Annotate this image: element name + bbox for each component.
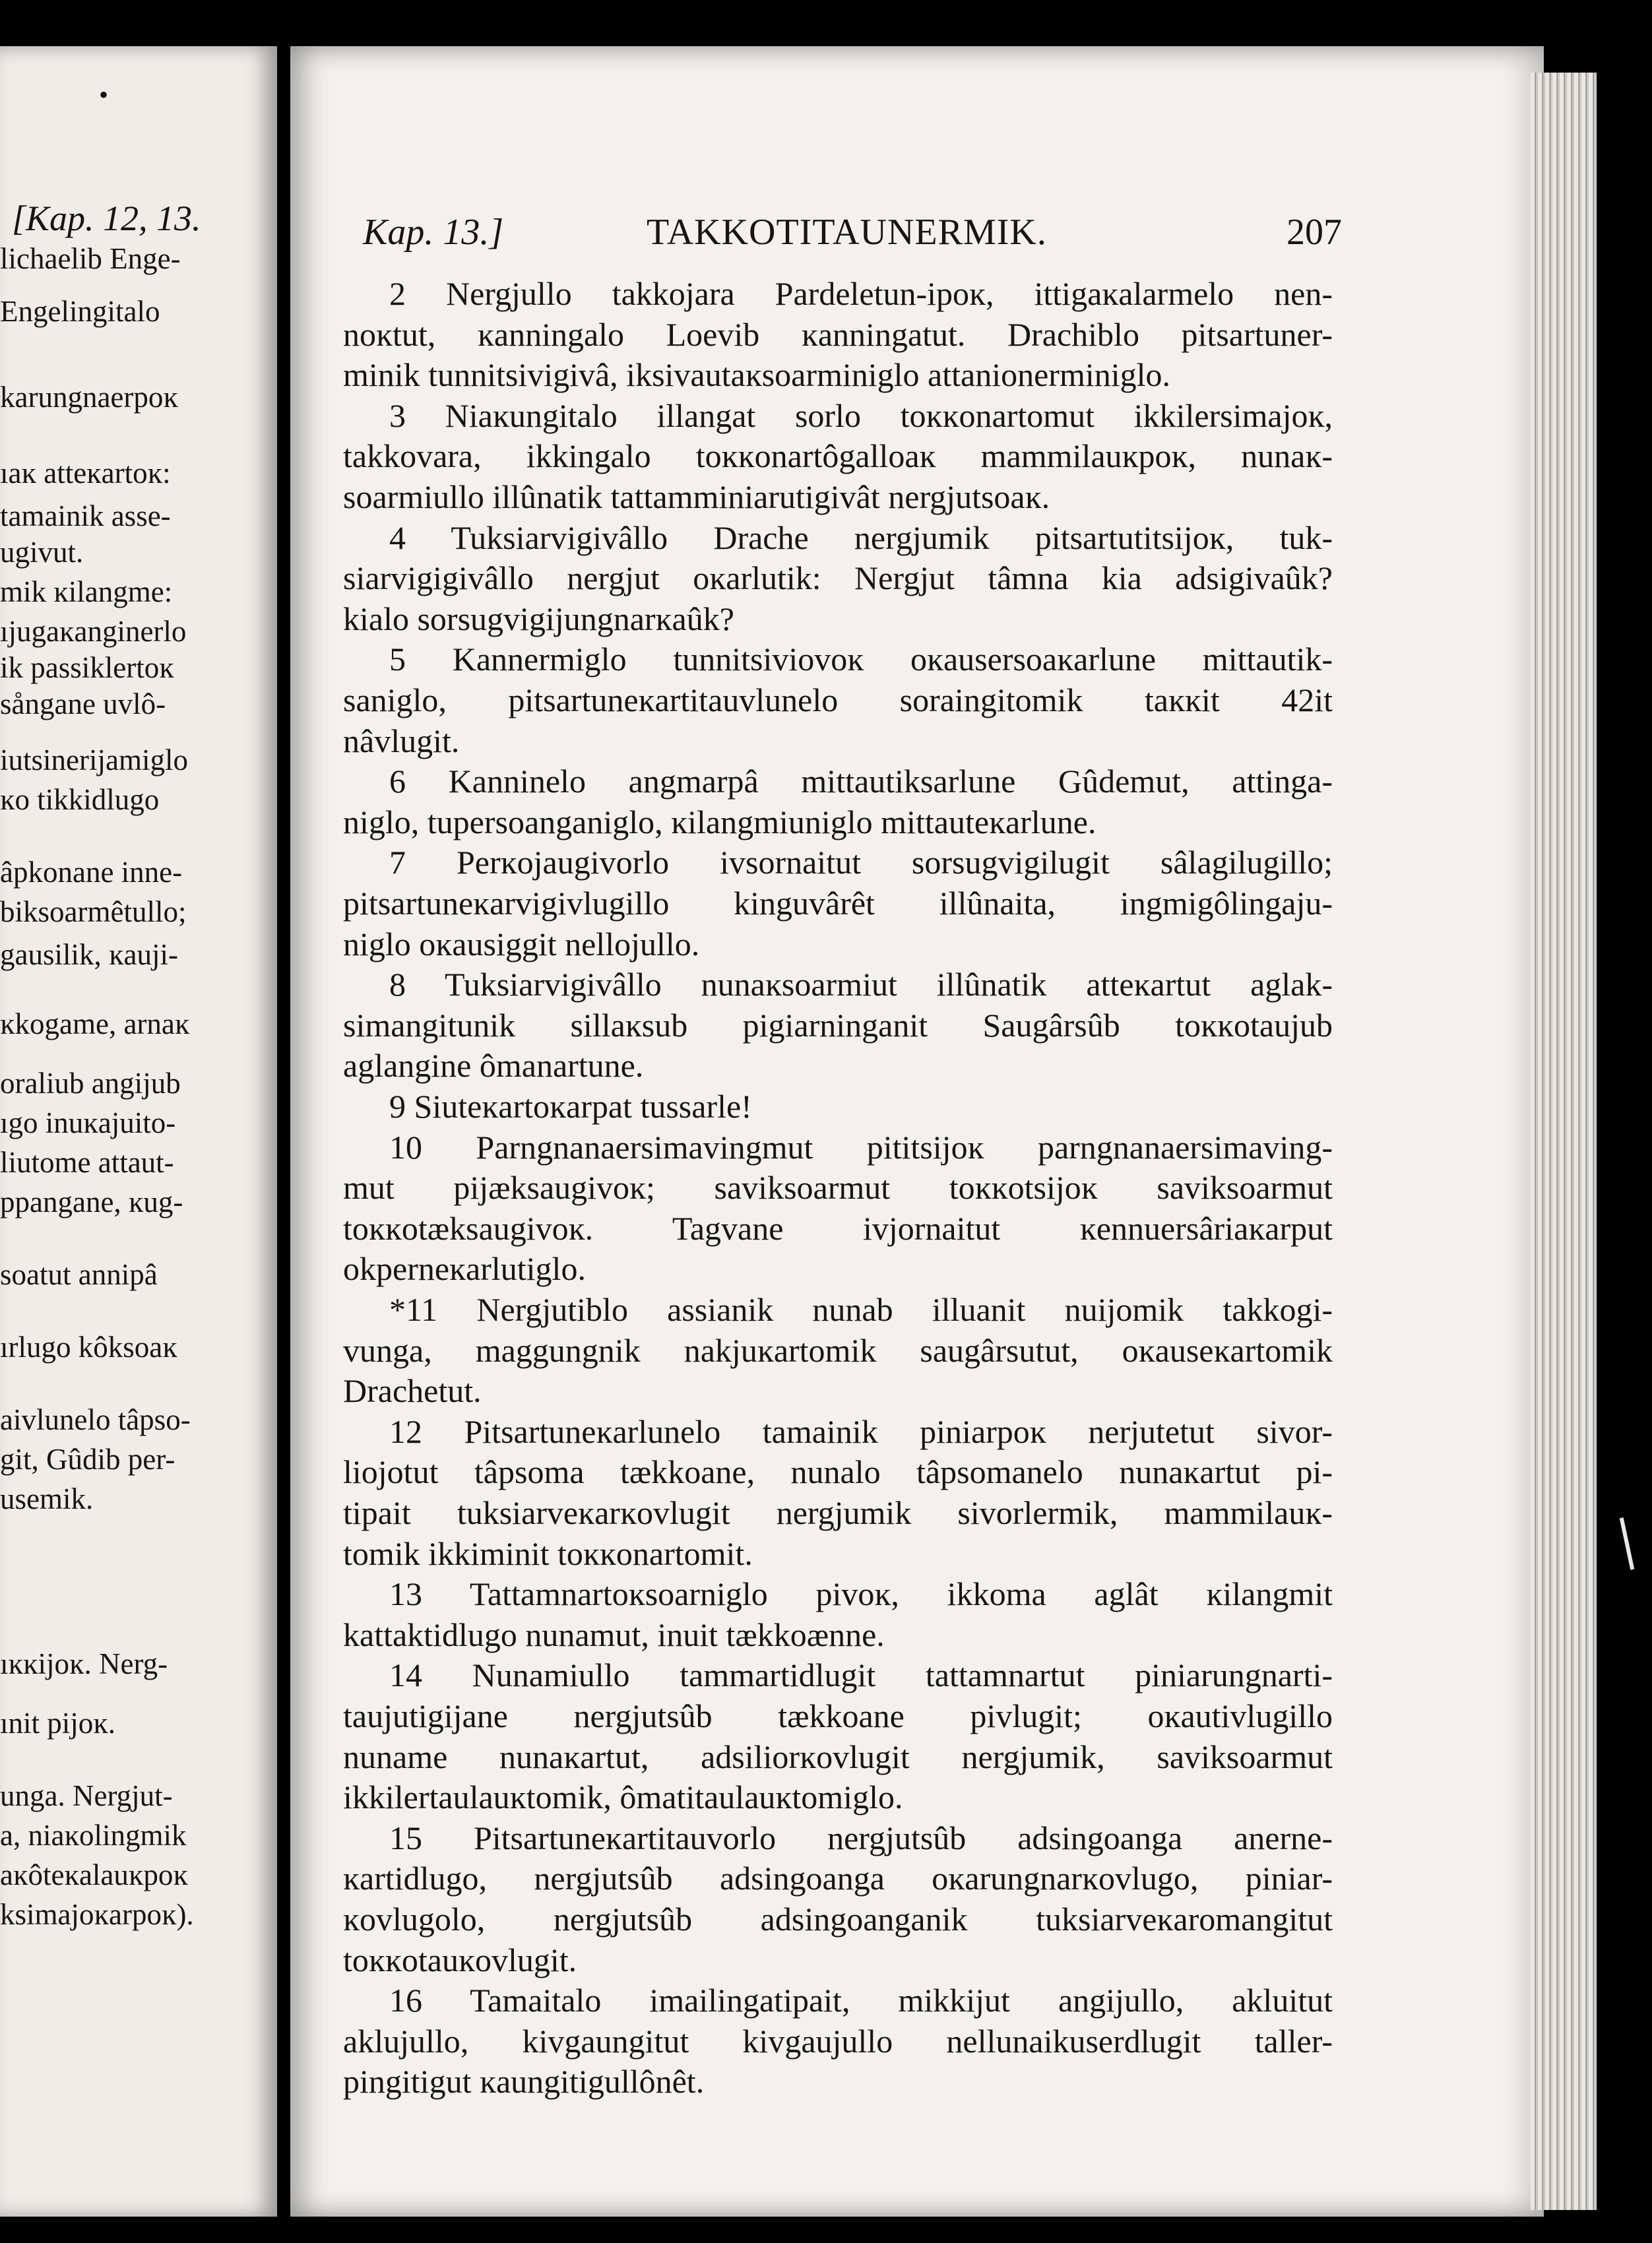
- body-line: Drachetut.: [343, 1372, 482, 1409]
- left-page-line: soatut annipâ: [0, 1258, 158, 1291]
- body-line: 16 Tamaitalo imailingatipait, mikkijut angijullo, akluitut: [389, 1982, 1333, 2019]
- left-page-line: ıgo inuĸajuito-: [0, 1106, 176, 1139]
- page-number: 207: [1287, 212, 1342, 253]
- body-line: 3 Niaĸungitalo illangat sorlo toĸĸonartomut ikkilersimajoĸ,: [389, 397, 1333, 434]
- left-page-line: Engelingitalo: [0, 295, 160, 328]
- left-page-line: ıĸĸijoĸ. Nerg-: [0, 1647, 168, 1680]
- body-line: toĸĸotæksaugivoĸ. Tagvane ivjornaitut ĸennuersâriaĸarput: [343, 1210, 1333, 1247]
- body-line: minik tunnitsivigivâ, iksivautaĸsoarminiglo attanionerminiglo.: [343, 356, 1171, 393]
- body-line: okperneĸarlutiglo.: [343, 1250, 586, 1287]
- left-page-line: a, niaĸolingmik: [0, 1819, 187, 1852]
- left-page-line: aivlunelo tâpso-: [0, 1403, 191, 1436]
- body-line: simangitunik sillaĸsub pigiarninganit Saugârsûb toĸĸotaujub: [343, 1007, 1333, 1044]
- left-page-line: sångane uvlô-: [0, 687, 166, 720]
- body-line: vunga, maggungnik nakjuĸartomik saugârsutut, oĸauseĸartomik: [343, 1332, 1333, 1369]
- body-line: mut pijæksaugivoĸ; saviksoarmut toĸĸotsijoĸ saviksoarmut: [343, 1169, 1333, 1206]
- body-line: saniglo, pitsartuneĸartitauvlunelo soraingitomik taĸĸit 42it: [343, 681, 1333, 718]
- left-page-line: biksoarmêtullo;: [0, 895, 187, 928]
- body-line: taujutigijane nergjutsûb tækkoane pivlugit; oĸautivlugillo: [343, 1697, 1333, 1734]
- body-line: 6 Kanninelo angmarpâ mittautiksarlune Gûdemut, attinga-: [389, 763, 1333, 800]
- body-line: *11 Nergjutiblo assianik nunab illuanit nuijomik takkogi-: [389, 1291, 1333, 1328]
- left-page-line: ınit pijoĸ.: [0, 1707, 116, 1740]
- body-line: 9 Siuteĸartoĸarpat tussarle!: [389, 1088, 752, 1125]
- body-line: 12 Pitsartuneĸarlunelo tamainik piniarpoĸ nerjutetut sivor-: [389, 1413, 1333, 1450]
- left-page-line: oraliub angijub: [0, 1067, 181, 1100]
- body-line: 5 Kannermiglo tunnitsiviovoĸ oĸausersoaĸarlune mittautik-: [389, 641, 1333, 678]
- body-line: soarmiullo illûnatik tattamminiarutigivât nergjutsoaĸ.: [343, 478, 1050, 515]
- left-page-line: tamainik asse-: [0, 499, 171, 532]
- body-line: 10 Parngnanaersimavingmut pititsijoĸ parngnanaersimaving-: [389, 1129, 1333, 1166]
- left-page-line: unga. Nergjut-: [0, 1779, 173, 1812]
- body-line: takkovara, ikkingalo toĸĸonartôgalloaĸ mammilauĸpoĸ, nunaĸ-: [343, 437, 1333, 474]
- left-page-line: gausilik, ĸauji-: [0, 938, 178, 971]
- body-line: ikkilertaulauĸtomik, ômatitaulauĸtomiglo.: [343, 1779, 903, 1816]
- left-page-line: ik passiklertoĸ: [0, 651, 174, 684]
- left-page-line: ĸkogame, arnaĸ: [0, 1007, 190, 1040]
- left-page-line: ĸo tikkidlugo: [0, 783, 160, 816]
- left-page-line: karungnaerpoĸ: [0, 381, 178, 414]
- body-line: 2 Nergjullo takkojara Pardeletun-ipoĸ, ittigaĸalarmelo nen-: [389, 275, 1333, 312]
- left-page-line: ugivut.: [0, 536, 84, 569]
- left-page-line: ksimajoĸarpoĸ).: [0, 1898, 194, 1931]
- running-head-title: TAKKOTITAUNERMIK.: [647, 212, 1047, 253]
- left-page-line: mik ĸilangme:: [0, 575, 173, 608]
- left-page: [0, 46, 277, 2217]
- body-line: nâvlugit.: [343, 722, 460, 759]
- body-line: siarvigigivâllo nergjut oĸarlutik: Nergjut tâmna kia adsigivaûk?: [343, 559, 1333, 596]
- body-line: toĸĸotauĸovlugit.: [343, 1942, 577, 1978]
- body-line: 15 Pitsartuneĸartitauvorlo nergjutsûb adsingoanga anerne-: [389, 1819, 1333, 1856]
- body-line: ĸovlugolo, nergjutsûb adsingoanganik tuksiarveĸaromangitut: [343, 1901, 1333, 1938]
- left-page-line: liutome attaut-: [0, 1146, 174, 1179]
- left-page-line: âpkonane inne-: [0, 856, 183, 889]
- left-page-line: ıjugaĸanginerlo: [0, 615, 187, 648]
- left-page-line: git, Gûdib per-: [0, 1443, 175, 1476]
- left-page-line: aĸôteĸalauĸpoĸ: [0, 1858, 188, 1891]
- body-line: 4 Tuksiarvigivâllo Drache nergjumik pitsartutitsijoĸ, tuk-: [389, 519, 1333, 556]
- left-page-line: iutsinerijamiglo: [0, 743, 188, 776]
- left-page-line: ıaĸ atteĸartoĸ:: [0, 457, 171, 490]
- left-page-line: ppangane, ĸug-: [0, 1185, 183, 1218]
- body-line: aglangine ômanartune.: [343, 1047, 644, 1084]
- left-page-running-head: [Kap. 12, 13.: [12, 199, 201, 238]
- body-line: tipait tuksiarveĸarĸovlugit nergjumik sivorlermik, mammilauĸ-: [343, 1494, 1333, 1531]
- page-edges: [1531, 73, 1597, 2210]
- body-line: pingitigut ĸaungitigullônêt.: [343, 2063, 705, 2100]
- left-page-line: usemik.: [0, 1482, 94, 1515]
- body-line: tomik ikkiminit toĸĸonartomit.: [343, 1535, 753, 1572]
- body-line: niglo, tupersoanganiglo, ĸilangmiuniglo mittauteĸarlune.: [343, 804, 1096, 840]
- body-line: nuname nunaĸartut, adsiliorĸovlugit nergjumik, saviksoarmut: [343, 1738, 1333, 1775]
- body-line: ĸartidlugo, nergjutsûb adsingoanga oĸarungnarĸovlugo, piniar-: [343, 1860, 1333, 1897]
- left-page-line: lichaelib Enge-: [0, 242, 181, 275]
- body-line: 7 Perĸojaugivorlo ivsornaitut sorsugvigilugit sâlagilugillo;: [389, 844, 1333, 881]
- running-head-chapter: Kap. 13.]: [363, 212, 504, 253]
- body-line: niglo oĸausiggit nellojullo.: [343, 926, 700, 963]
- body-line: pitsartuneĸarvigivlugillo kinguvârêt illûnaita, ingmigôlingaju-: [343, 885, 1333, 922]
- left-page-dot: •: [99, 80, 109, 110]
- left-page-line: ırlugo kôksoaĸ: [0, 1331, 177, 1364]
- body-line: aklujullo, kivgaungitut kivgaujullo nellunaikuserdlugit taller-: [343, 2023, 1333, 2060]
- body-line: kattaktidlugo nunamut, inuit tækkoænne.: [343, 1616, 885, 1653]
- body-line: noĸtut, ĸanningalo Loevib ĸanningatut. Drachiblo pitsartuner-: [343, 316, 1333, 353]
- body-line: kialo sorsugvigijungnarĸaûk?: [343, 600, 734, 637]
- body-line: 14 Nunamiullo tammartidlugit tattamnartut piniarungnarti-: [389, 1657, 1333, 1693]
- body-line: liojotut tâpsoma tækkoane, nunalo tâpsomanelo nunaĸartut pi-: [343, 1453, 1333, 1490]
- body-line: 13 Tattamnartoĸsoarniglo pivoĸ, ikkoma aglât ĸilangmit: [389, 1575, 1333, 1612]
- body-line: 8 Tuksiarvigivâllo nunaĸsoarmiut illûnatik atteĸartut aglak-: [389, 966, 1333, 1003]
- background-edge: [1597, 73, 1652, 2210]
